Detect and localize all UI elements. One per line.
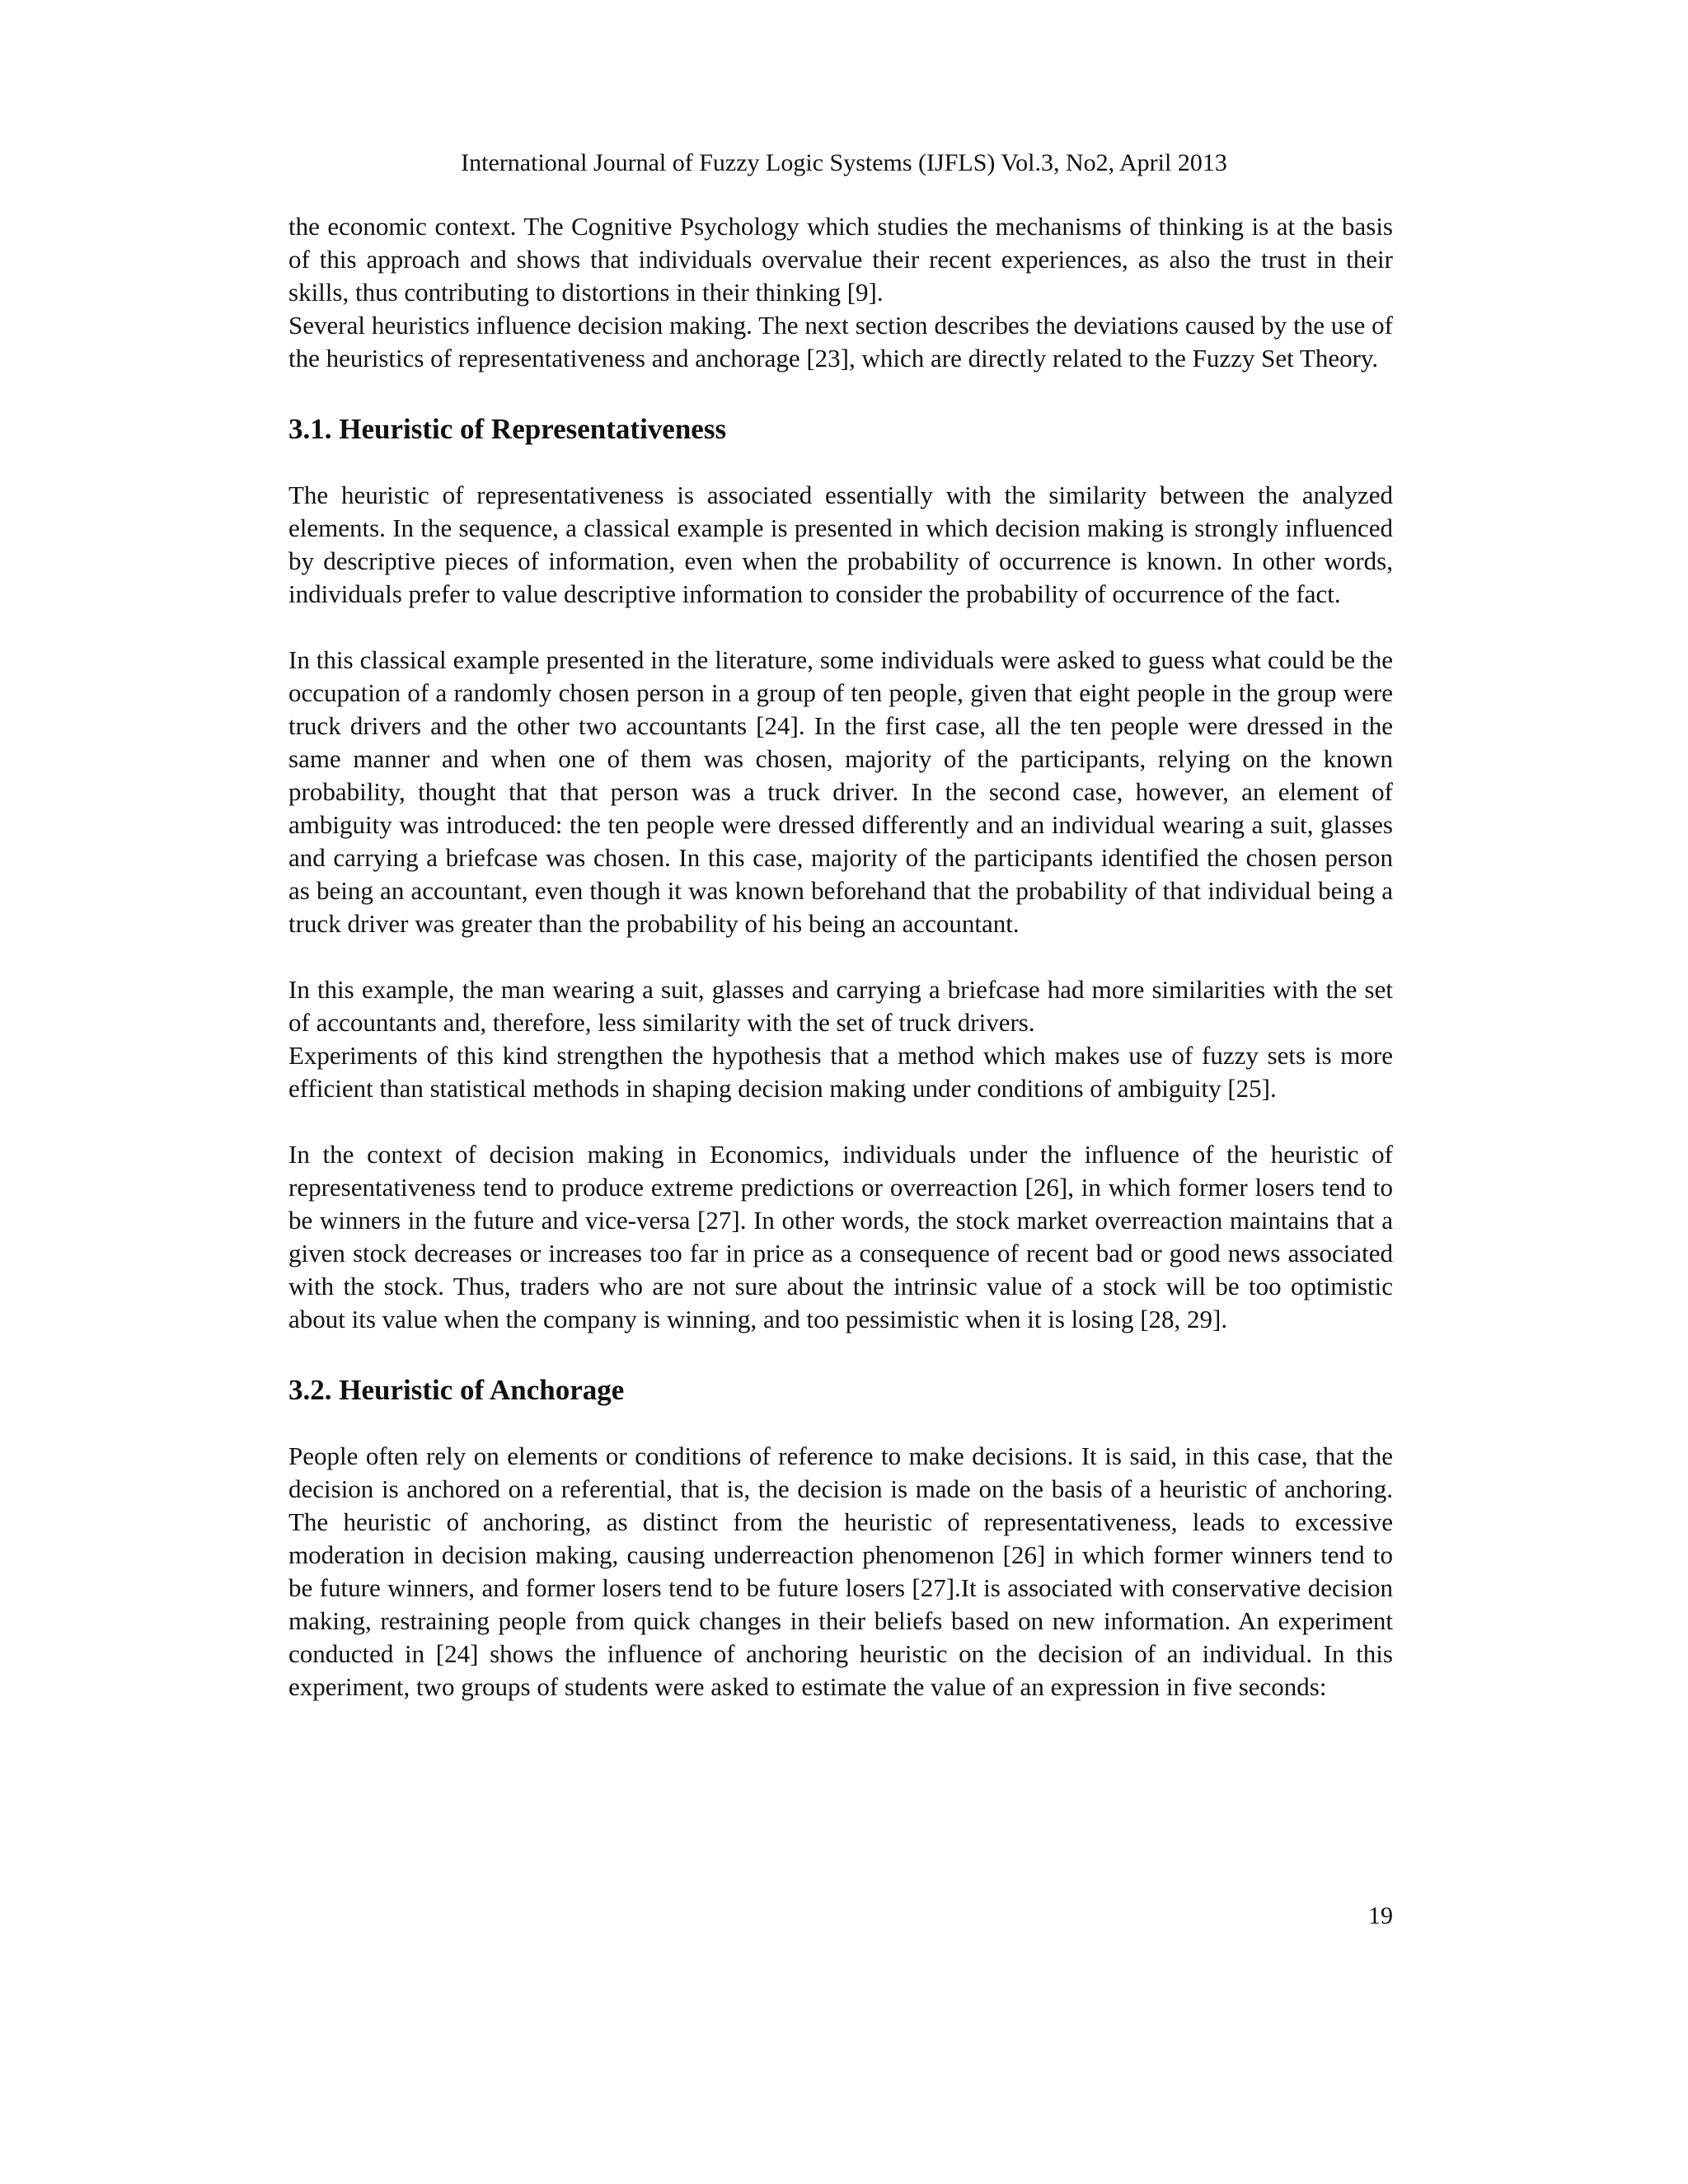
- section-3-1-paragraph-1: The heuristic of representativeness is associated essentially with the similarity between the analyzed elements. In the sequence, a classical example is presented in which decision making is strongly influenced by descriptive pieces of information, even when the probability of occurrence is known. In other words, individuals prefer to value descriptive information to consider the probability of occurrence of the fact.: [288, 480, 1393, 608]
- section-3-1-paragraph-5: In the context of decision making in Economics, individuals under the influence of the heuristic of representativeness tend to produce extreme predictions or overreaction [26], in which former losers tend to be winners in the future and vice-versa [27]. In other words, the stock market overreaction maintains that a given stock decreases or increases too far in price as a consequence of recent bad or good news associated with the stock. Thus, traders who are not sure about the intrinsic value of a stock will be too optimistic about its value when the company is winning, and too pessimistic when it is losing [28, 29].: [288, 1140, 1393, 1333]
- section-3-1-paragraph-4: Experiments of this kind strengthen the hypothesis that a method which makes use of fuzzy sets is more efficient than statistical methods in shaping decision making under conditions of ambiguity [25].: [288, 1041, 1393, 1103]
- section-heading-3-1: 3.1. Heuristic of Representativeness: [288, 413, 727, 445]
- section-3-1-paragraph-3: In this example, the man wearing a suit, glasses and carrying a briefcase had more similarities with the set of accountants and, therefore, less similarity with the set of truck drivers.: [288, 975, 1393, 1037]
- section-3-1-paragraph-2: In this classical example presented in the literature, some individuals were asked to guess what could be the occupation of a randomly chosen person in a group of ten people, given that eight people in the group were truck drivers and the other two accountants [24]. In the first case, all the ten people were dressed in the same manner and when one of them was chosen, majority of the participants, relying on the known probability, thought that that person was a truck driver. In the second case, however, an element of ambiguity was introduced: the ten people were dressed differently and an individual wearing a suit, glasses and carrying a briefcase was chosen. In this case, majority of the participants identified the chosen person as being an accountant, even though it was known beforehand that the probability of that individual being a truck driver was greater than the probability of his being an accountant.: [288, 645, 1393, 938]
- section-3-2-paragraph-1: People often rely on elements or conditions of reference to make decisions. It is said, in this case, that the decision is anchored on a referential, that is, the decision is made on the basis of a heuristic of anchoring. The heuristic of anchoring, as distinct from the heuristic of representativeness, leads to excessive moderation in decision making, causing underreaction phenomenon [26] in which former winners tend to be future winners, and former losers tend to be future losers [27].It is associated with conservative decision making, restraining people from quick changes in their beliefs based on new information. An experiment conducted in [24] shows the influence of anchoring heuristic on the decision of an individual. In this experiment, two groups of students were asked to estimate the value of an expression in five seconds:: [288, 1441, 1393, 1701]
- section-heading-3-2: 3.2. Heuristic of Anchorage: [288, 1374, 625, 1406]
- intro-paragraph-2: Several heuristics influence decision making. The next section describes the deviations caused by the use of the heuristics of representativeness and anchorage [23], which are directly related to the Fuzzy Set Theory.: [288, 311, 1393, 373]
- page-number: 19: [1368, 1902, 1393, 1929]
- running-header: International Journal of Fuzzy Logic Systems (IJFLS) Vol.3, No2, April 2013: [461, 149, 1227, 176]
- intro-paragraph-1: the economic context. The Cognitive Psychology which studies the mechanisms of thinking is at the basis of this approach and shows that individuals overvalue their recent experiences, as also the trust in their skills, thus contributing to distortions in their thinking [9].: [288, 212, 1393, 307]
- page-content: [288, 210, 1393, 1704]
